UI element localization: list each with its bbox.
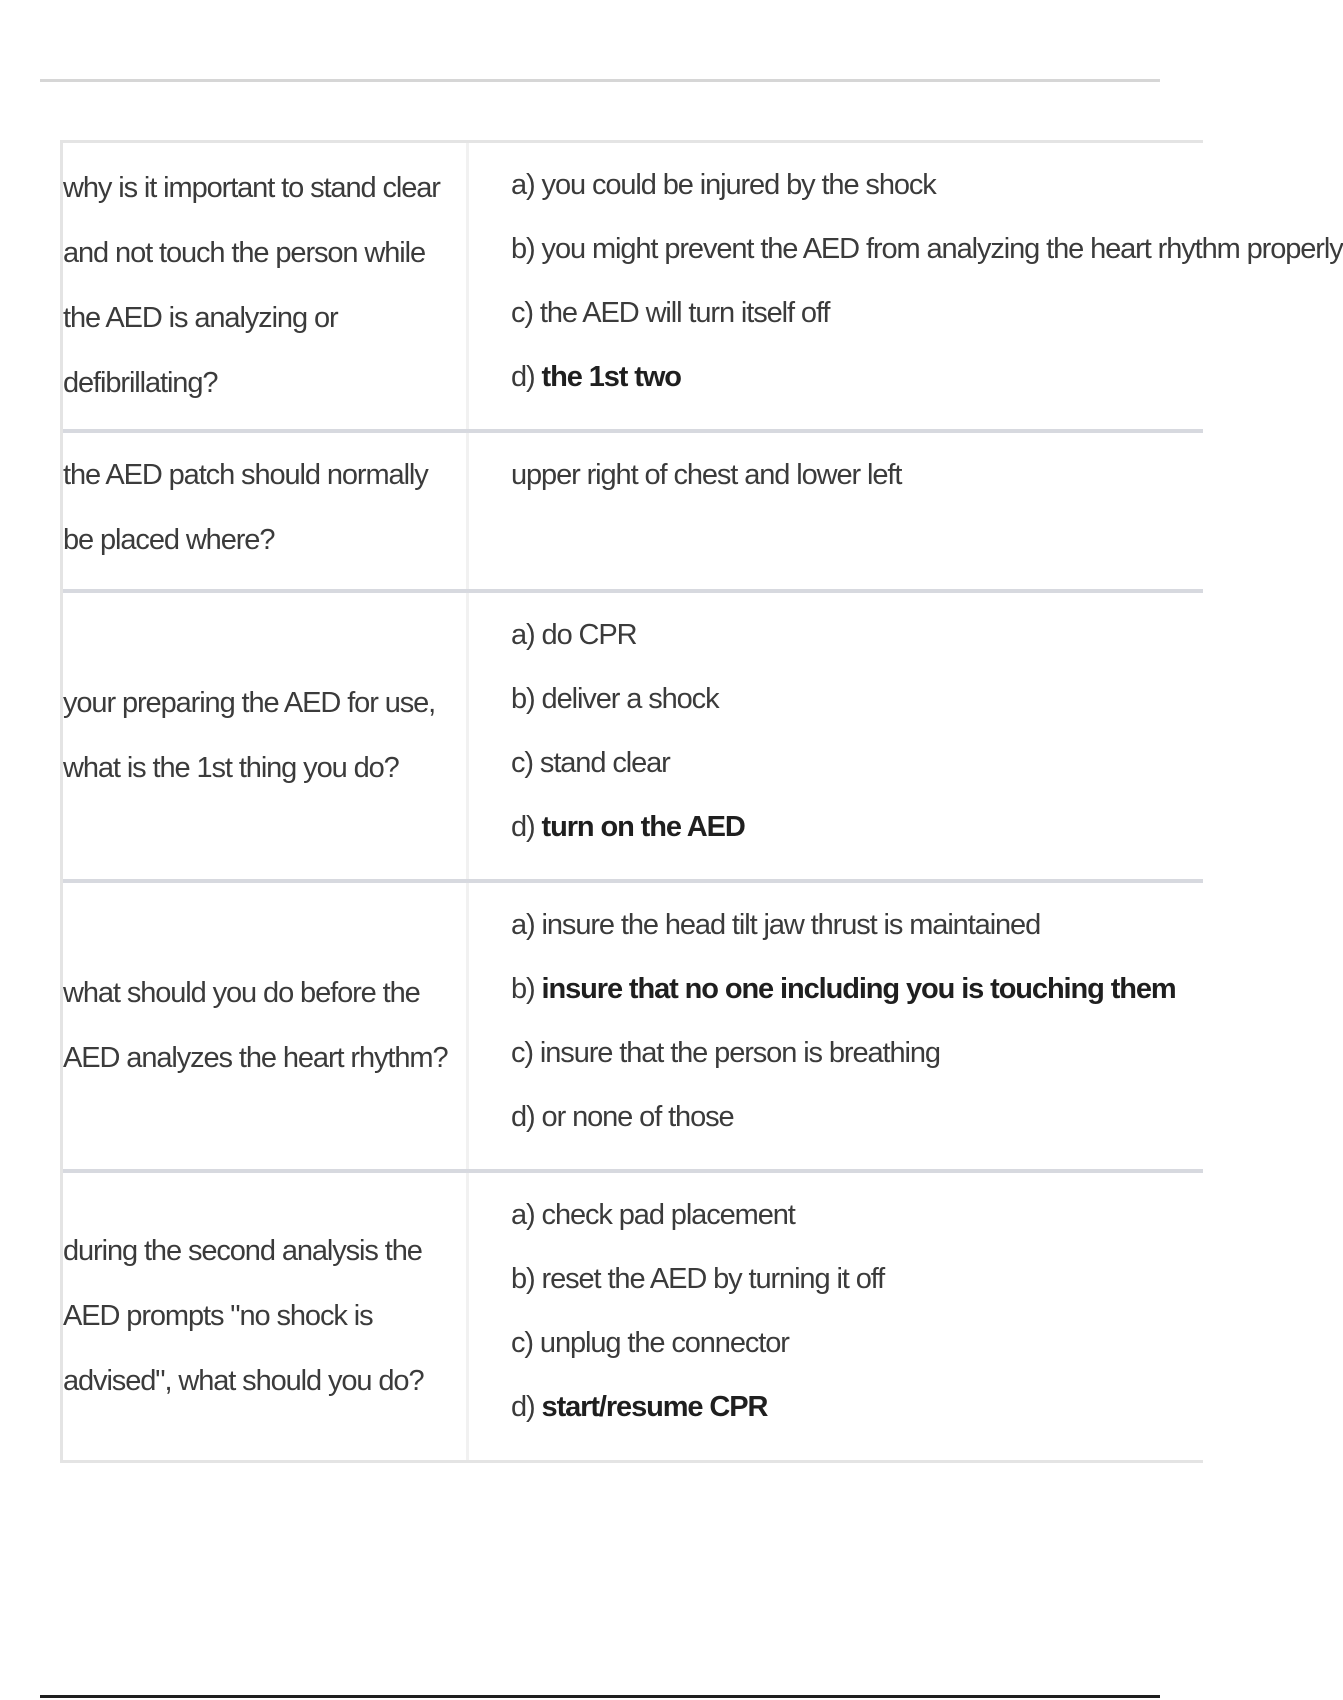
option-d-answer: d) the 1st two bbox=[511, 361, 681, 393]
option-b: b) deliver a shock bbox=[511, 683, 719, 715]
definition-cell bbox=[469, 593, 1203, 879]
option-d: d) or none of those bbox=[511, 1101, 734, 1133]
definition-cell bbox=[469, 433, 1203, 589]
option-d-answer: d) start/resume CPR bbox=[511, 1391, 768, 1423]
option-b: b) reset the AED by turning it off bbox=[511, 1263, 885, 1295]
term-cell bbox=[63, 593, 469, 879]
option-c: c) insure that the person is breathing bbox=[511, 1037, 940, 1069]
option-c: c) stand clear bbox=[511, 747, 670, 779]
term-text: why is it important to stand clear and not touch the person while the AED is analyzing or defibrillating? bbox=[63, 172, 440, 399]
definition-text: upper right of chest and lower left bbox=[511, 459, 902, 491]
term-text: what should you do before the AED analyzes the heart rhythm? bbox=[63, 977, 448, 1074]
term-cell bbox=[63, 1173, 469, 1460]
term-text: during the second analysis the AED prompts "no shock is advised", what should you do? bbox=[63, 1235, 424, 1397]
term-cell bbox=[63, 883, 469, 1169]
bottom-divider bbox=[40, 1695, 1160, 1698]
option-a: a) you could be injured by the shock bbox=[511, 169, 936, 201]
option-b: b) you might prevent the AED from analyzing the heart rhythm properly bbox=[511, 233, 1343, 265]
definition-cell bbox=[469, 883, 1203, 1169]
flashcard-table bbox=[60, 140, 1343, 1463]
option-a: a) do CPR bbox=[511, 619, 637, 651]
top-divider bbox=[40, 79, 1160, 82]
option-b-answer: b) insure that no one including you is touching them bbox=[511, 973, 1176, 1005]
definition-cell bbox=[469, 143, 1343, 429]
card-row bbox=[63, 883, 1203, 1173]
term-cell bbox=[63, 143, 469, 429]
card-row bbox=[63, 143, 1343, 433]
definition-cell bbox=[469, 1173, 1203, 1460]
option-a: a) insure the head tilt jaw thrust is maintained bbox=[511, 909, 1041, 941]
card-row bbox=[63, 1173, 1203, 1463]
card-row bbox=[63, 433, 1203, 593]
term-cell bbox=[63, 433, 469, 589]
term-text: the AED patch should normally be placed where? bbox=[63, 459, 428, 556]
option-d-answer: d) turn on the AED bbox=[511, 811, 745, 843]
term-text: your preparing the AED for use, what is the 1st thing you do? bbox=[63, 687, 436, 784]
option-a: a) check pad placement bbox=[511, 1199, 795, 1231]
card-row bbox=[63, 593, 1203, 883]
option-c: c) unplug the connector bbox=[511, 1327, 789, 1359]
option-c: c) the AED will turn itself off bbox=[511, 297, 830, 329]
